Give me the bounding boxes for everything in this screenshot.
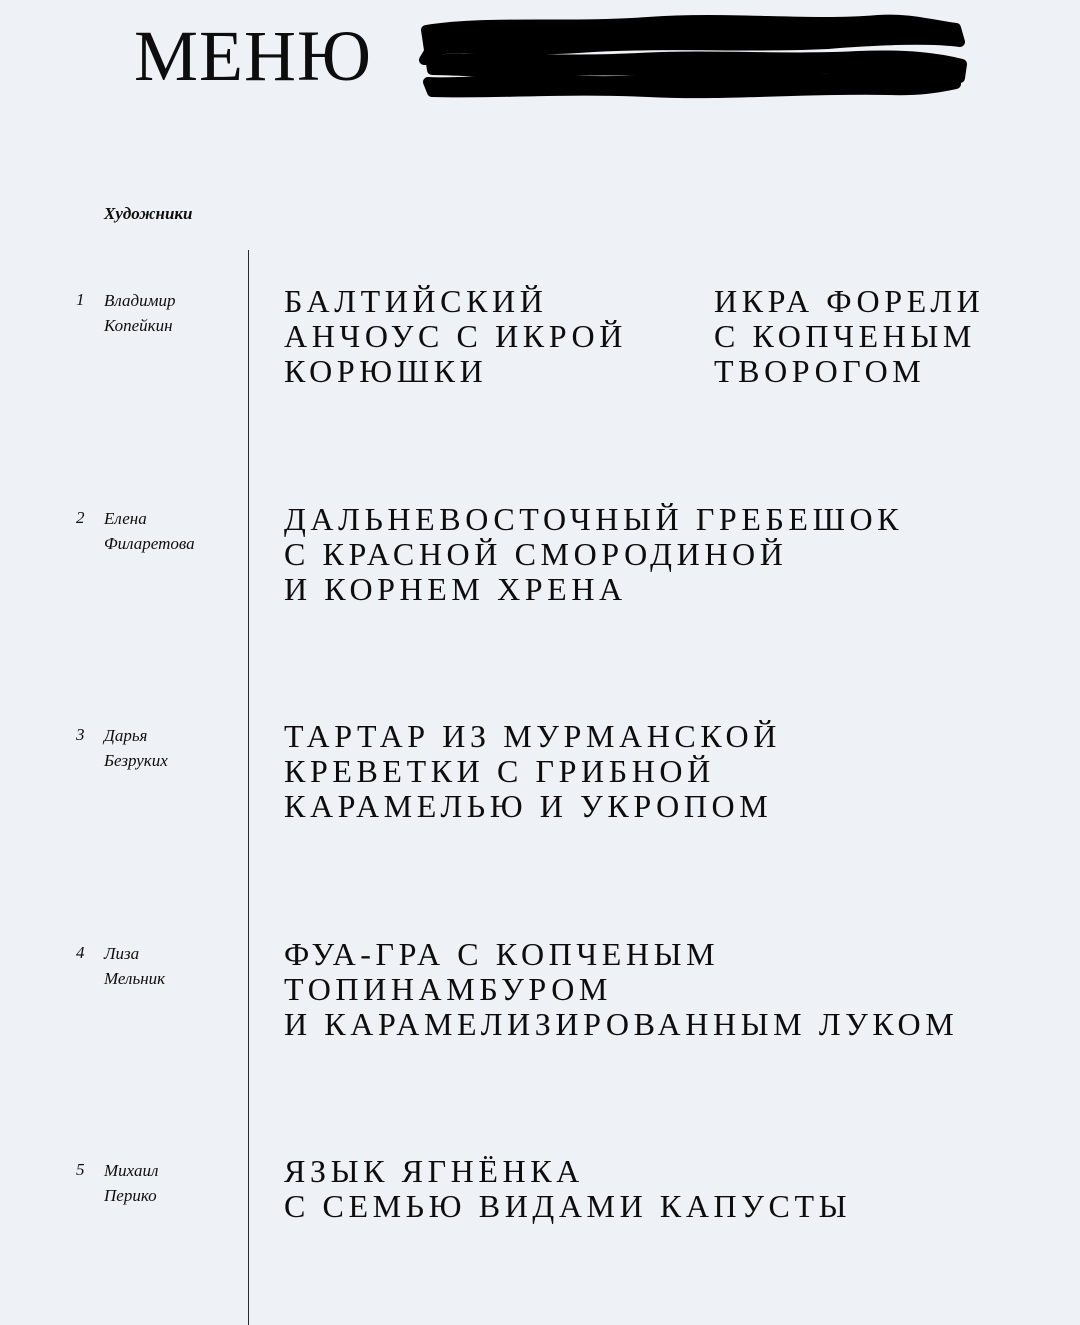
dish [284,502,903,607]
dish-line: ФУА-ГРА С КОПЧЕНЫМ [284,936,720,972]
artist-last-name: Копейкин [104,316,173,335]
dish-line: ТАРТАР ИЗ МУРМАНСКОЙ [284,718,781,754]
dish-line: БАЛТИЙСКИЙ [284,283,548,319]
dish-line: ТОПИНАМБУРОМ [284,971,612,1007]
artist-name [104,506,234,556]
redaction-scribble [408,8,968,102]
artist-first-name: Елена [104,509,147,528]
artist-last-name: Перико [104,1186,157,1205]
dish [284,719,781,824]
page-header [0,0,1080,110]
dish [284,1154,851,1224]
artist-first-name: Лиза [104,944,140,963]
section-label-artists: Художники [104,204,193,223]
artist-first-name: Владимир [104,291,176,310]
dish-line: ДАЛЬНЕВОСТОЧНЫЙ ГРЕБЕШОК [284,501,904,537]
course-number: 4 [76,943,85,962]
dish-line: АНЧОУС С ИКРОЙ [284,318,627,354]
dish-line: С КОПЧЕНЫМ [714,318,976,354]
dish-line: КРЕВЕТКИ С ГРИБНОЙ [284,753,715,789]
course-number: 1 [76,290,85,309]
dish-line: ЯЗЫК ЯГНЁНКА [284,1153,584,1189]
course-number: 3 [76,725,85,744]
dish-line: КОРЮШКИ [284,353,488,389]
artist-last-name: Безруких [104,751,168,770]
course-number: 2 [76,508,85,527]
dish-line: ИКРА ФОРЕЛИ [714,283,985,319]
page-title: МЕНЮ [134,16,372,96]
dish-line: И КОРНЕМ ХРЕНА [284,571,627,607]
column-divider [248,250,249,1325]
dish-line: КАРАМЕЛЬЮ И УКРОПОМ [284,788,773,824]
artist-last-name: Филаретова [104,534,195,553]
dish [284,284,627,389]
artist-name [104,1158,234,1208]
artist-last-name: Мельник [104,969,166,988]
dish-line: И КАРАМЕЛИЗИРОВАННЫМ ЛУКОМ [284,1006,959,1042]
artist-first-name: Михаил [104,1161,159,1180]
dish [284,937,958,1042]
artist-name [104,288,234,338]
dish-line: С СЕМЬЮ ВИДАМИ КАПУСТЫ [284,1188,852,1224]
dish-line: С КРАСНОЙ СМОРОДИНОЙ [284,536,788,572]
dish [714,284,984,389]
artist-name [104,723,234,773]
artist-name [104,941,234,991]
course-number: 5 [76,1160,85,1179]
dish-line: ТВОРОГОМ [714,353,926,389]
artist-first-name: Дарья [104,726,148,745]
